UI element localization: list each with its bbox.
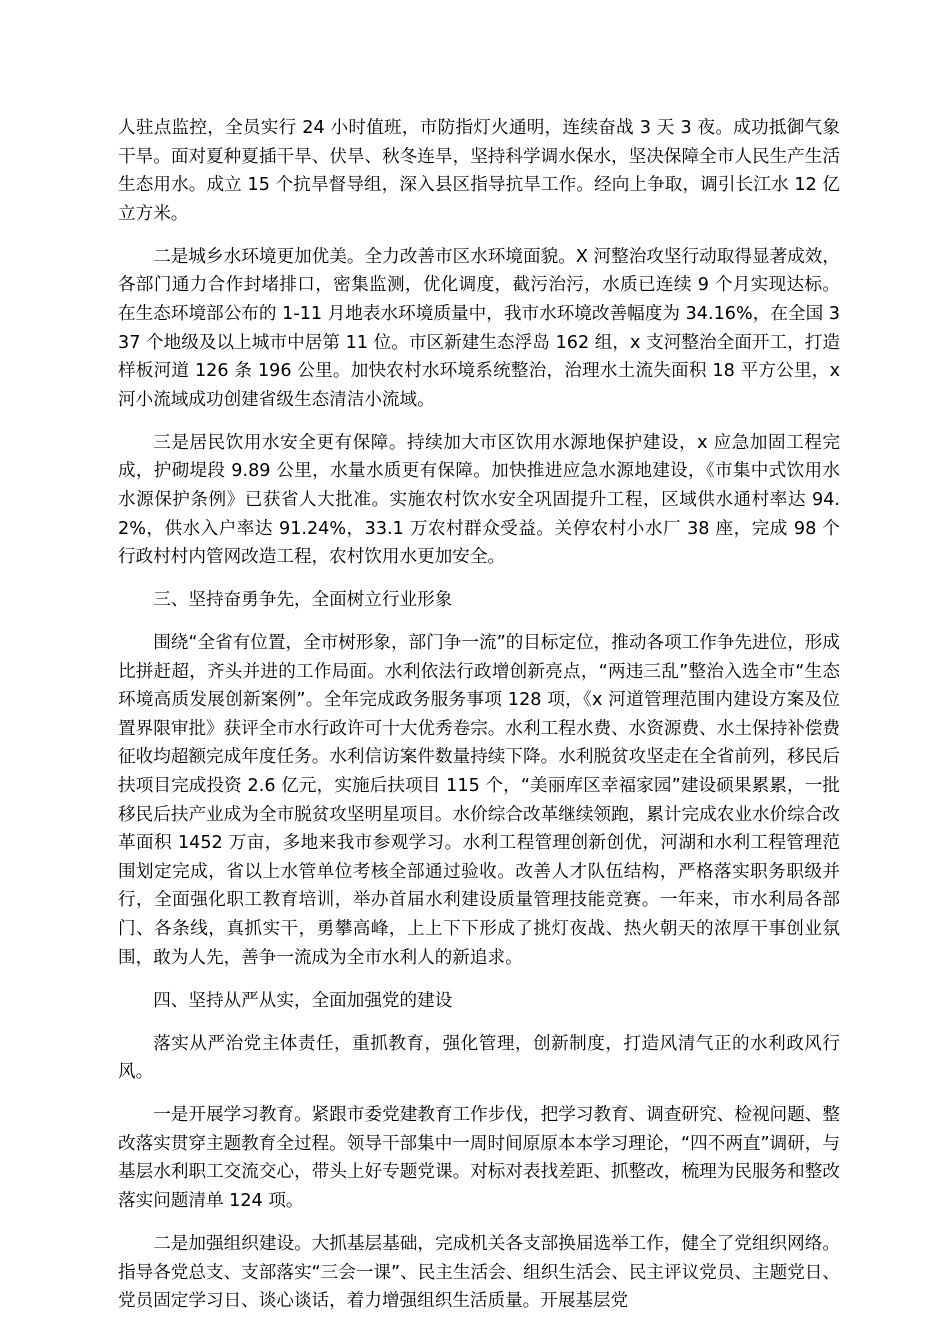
paragraph-flood-control-continuation: 人驻点监控，全员实行 24 小时值班，市防指灯火通明，连续奋战 3 天 3 夜。成功抵御气象干旱。面对夏种夏插干旱、伏旱、秋冬连旱，坚持科学调水保水，坚决保障全市人民生产生活生态用水。成立 15 个抗旱督导组，深入县区指导抗旱工作。经向上争取，调引长江水 12 亿立方米。 (118, 118, 840, 224)
paragraph-organization-building: 二是加强组织建设。大抓基层基础，完成机关各支部换届选举工作，健全了党组织网络。指导各党总支、支部落实“三会一课”、民主生活会、组织生活会、民主评议党员、主题党日、党员固定学习日、谈心谈话，着力增强组织生活质量。开展基层党 (118, 1233, 840, 1312)
document-page (118, 114, 840, 1330)
paragraph-learning-education: 一是开展学习教育。紧跟市委党建教育工作步伐，把学习教育、调查研究、检视问题、整改落实贯穿主题教育全过程。领导干部集中一周时间原原本本学习理论，“四不两直”调研，与基层水利职工交流交心，带头上好专题党课。对标对表找差距、抓整改，梳理为民服务和整改落实问题清单 124 项。 (118, 1105, 840, 1211)
section-heading-four: 四、坚持从严从实，全面加强党的建设 (153, 990, 453, 1011)
paragraph-party-responsibility: 落实从严治党主体责任，重抓教育，强化管理，创新制度，打造风清气正的水利政风行风。 (118, 1033, 840, 1083)
section-heading-three: 三、坚持奋勇争先，全面树立行业形象 (153, 590, 453, 611)
paragraph-drinking-water-safety: 三是居民饮用水安全更有保障。持续加大市区饮用水源地保护建设，x 应急加固工程完成，护砌堤段 9.89 公里，水量水质更有保障。加快推进应急水源地建设，《市集中式饮用水水源保护条例》已获省人大批准。实施农村饮水安全巩固提升工程，区域供水通村率达 94.2%，供水入户率达 91.24%，33.1 万农村群众受益。关停农村小水厂 38 座，完成 98 个行政村村内管网改造工程，农村饮用水更加安全。 (118, 432, 840, 568)
paragraph-industry-image: 围绕“全省有位置，全市树形象，部门争一流”的目标定位，推动各项工作争先进位，形成比拼赶超，齐头并进的工作局面。水利依法行政增创新亮点，“两违三乱”整治入选全市“生态环境高质发展创新案例”。全年完成政务服务事项 128 项，《x 河道管理范围内建设方案及位置界限审批》获评全市水行政许可十大优秀卷宗。水利工程水费、水资源费、水土保持补偿费征收均超额完成年度任务。水利信访案件数量持续下降。水利脱贫攻坚走在全省前列，移民后扶项目完成投资 2.6 亿元，实施后扶项目 115 个，“美丽库区幸福家园”建设硕果累累，一批移民后扶产业成为全市脱贫攻坚明星项目。水价综合改革继续领跑，累计完成农业水价综合改革面积 1452 万亩，多地来我市参观学习。水利工程管理创新创优，河湖和水利工程管理范围划定完成，省以上水管单位考核全部通过验收。改善人才队伍结构，严格落实职务职级并行，全面强化职工教育培训，举办首届水利建设质量管理技能竞赛。一年来，市水利局各部门、各条线，真抓实干，勇攀高峰，上上下下形成了挑灯夜战、热火朝天的浓厚干事创业氛围，敢为人先，善争一流成为全市水利人的新追求。 (118, 633, 840, 968)
paragraph-water-environment: 二是城乡水环境更加优美。全力改善市区水环境面貌。X 河整治攻坚行动取得显著成效，各部门通力合作封堵排口，密集监测，优化调度，截污治污，水质已连续 9 个月实现达标。在生态环境部公布的 1-11 月地表水环境质量中，我市水环境改善幅度为 34.16%，在全国 337 个地级及以上城市中居第 11 位。市区新建生态浮岛 162 组，x 支河整治全面开工，打造样板河道 126 条 196 公里。加快农村水环境系统整治，治理水土流失面积 18 平方公里，x 河小流域成功创建省级生态清洁小流域。 (118, 246, 840, 410)
